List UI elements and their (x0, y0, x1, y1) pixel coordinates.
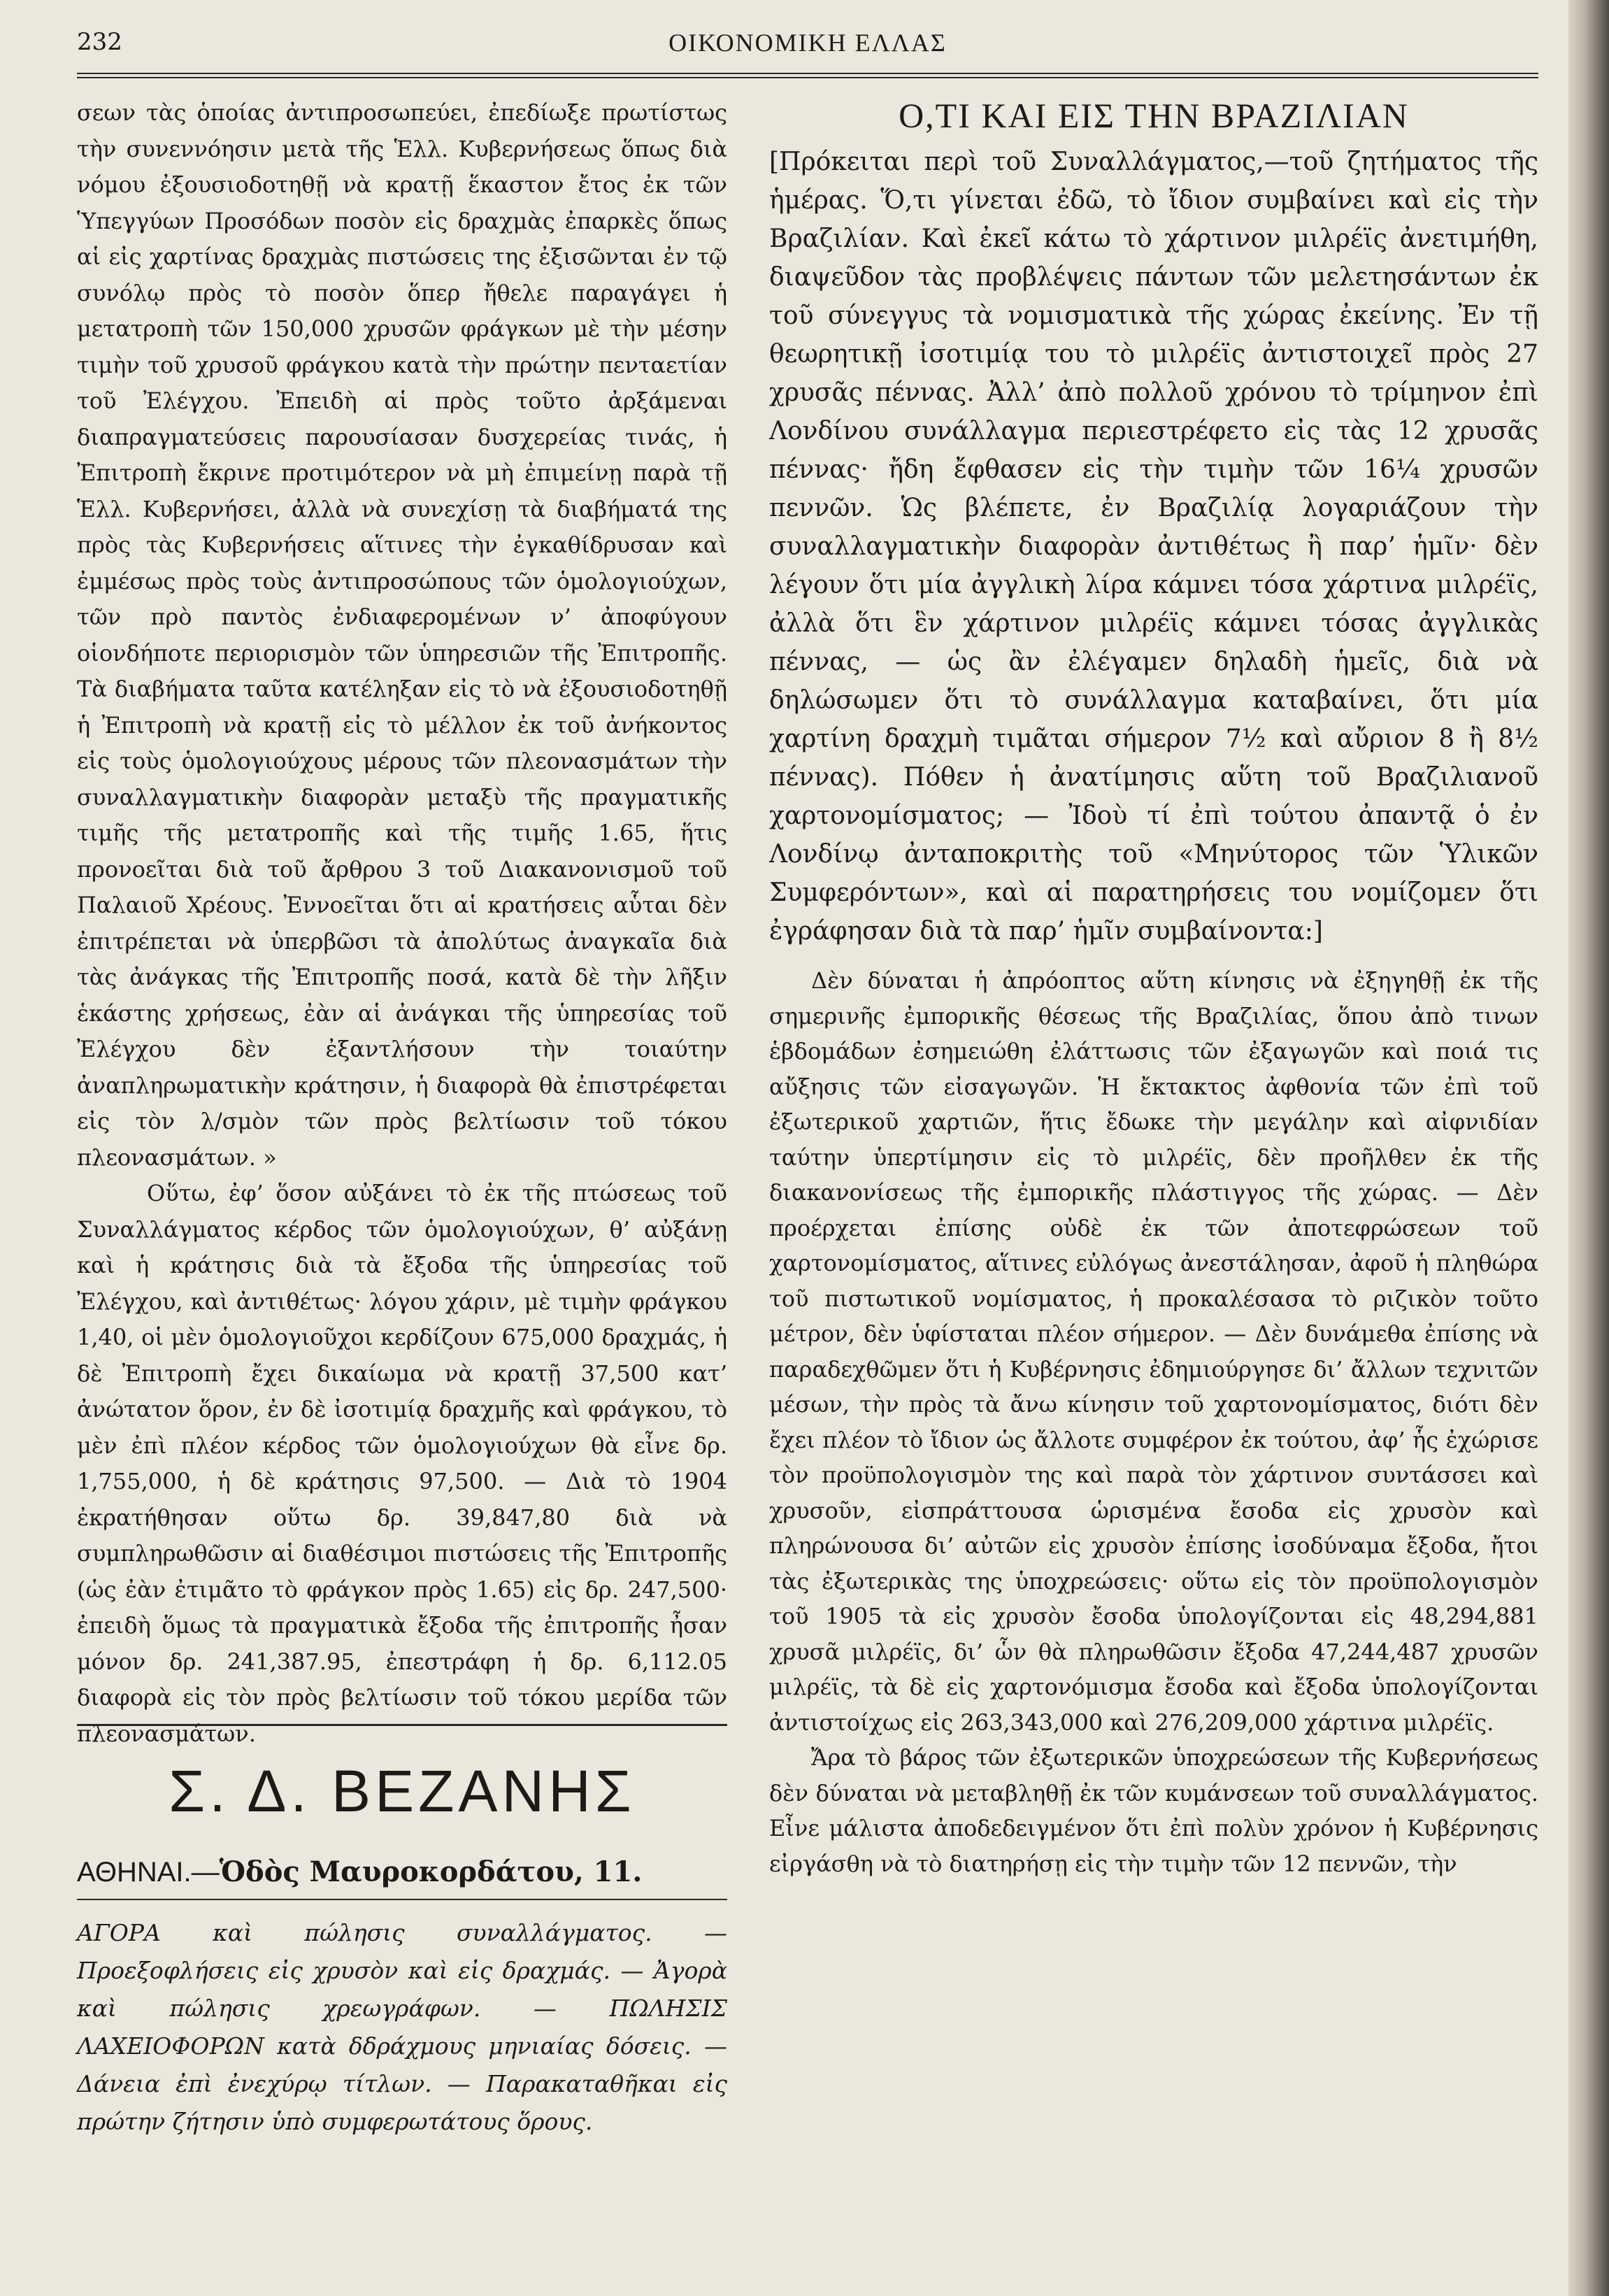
book-gutter-shadow (1568, 0, 1609, 2296)
article-title: Ο,ΤΙ ΚΑΙ ΕΙΣ ΤΗΝ ΒΡΑΖΙΛΙΑΝ (899, 96, 1409, 135)
header-rule (77, 73, 1538, 78)
ad-address-city: ΑΘΗΝΑΙ.— (77, 1857, 220, 1888)
page-header (77, 28, 1538, 62)
ad-divider (77, 1899, 727, 1900)
spacer (769, 950, 1538, 963)
ad-business-name: Σ. Δ. ΒΕΖΑΝΗΣ (169, 1758, 636, 1824)
page-number: 232 (77, 28, 122, 56)
left-column (77, 95, 727, 1752)
article-intro: [Πρόκειται περὶ τοῦ Συναλλάγματος,—τοῦ ζητήματος τῆς ἡμέρας. Ὅ,τι γίνεται ἐδῶ, τὸ ἴδιον συμβαίνει καὶ εἰς τὴν Βραζιλίαν. Καὶ ἐκεῖ κάτω τὸ χάρτινον μιλρέϊς ἀνετιμήθη, διαψεῦδον τὰς προβλέψεις πάντων τῶν μελετησάντων ἐκ τοῦ σύνεγγυς τὰ νομισματικὰ τῆς χώρας ἐκείνης. Ἐν τῇ θεωρητικῇ ἰσοτιμίᾳ του τὸ μιλρέϊς ἀντιστοιχεῖ πρὸς 27 χρυσᾶς πέννας. Ἀλλ’ ἀπὸ πολλοῦ χρόνου τὸ τρίμηνον ἐπὶ Λονδίνου συνάλλαγμα περιεστρέφετο εἰς τὰς 12 χρυσᾶς πέννας· ἤδη ἔφθασεν εἰς τὴν τιμὴν τῶν 16¼ χρυσῶν πεννῶν. Ὡς βλέπετε, ἐν Βραζιλίᾳ λογαριάζουν τὴν συναλλαγματικὴν διαφορὰν ἀντιθέτως ἢ παρ’ ἡμῖν· δὲν λέγουν ὅτι μία ἀγγλικὴ λίρα κάμνει τόσα χάρτινα μιλρέϊς, ἀλλὰ ὅτι ἓν χάρτινον μιλρέϊς κάμνει τόσας ἀγγλικὰς πέννας, — ὡς ἂν ἐλέγαμεν δηλαδὴ ἡμεῖς, διὰ νὰ δηλώσωμεν ὅτι τὸ συνάλλαγμα καταβαίνει, ὅτι μία χαρτίνη δραχμὴ τιμᾶται σήμερον 7½ καὶ αὔριον 8 ἢ 8½ πέννας). Πόθεν ἡ ἀνατίμησις αὕτη τοῦ Βραζιλιανοῦ χαρτονομίσματος; — Ἰδοὺ τί ἐπὶ τούτου ἀπαντᾷ ὁ ἐν Λονδίνῳ ἀνταποκριτὴς τοῦ «Μηνύτορος τῶν Ὑλικῶν Συμφερόντων», καὶ αἱ παρατηρήσεις του νομίζομεν ὅτι ἐγράφησαν διὰ τὰ παρ’ ἡμῖν συμβαίνοντα:] (769, 148, 1538, 946)
ad-body-text: ΑΓΟΡΑ καὶ πώλησις συναλλάγματος. — Προεξοφλήσεις εἰς χρυσὸν καὶ εἰς δραχμάς. — Ἀγορὰ καὶ πώλησις χρεωγράφων. — ΠΩΛΗΣΙΣ ΛΑΧΕΙΟΦΟΡΩΝ κατὰ δδράχμους μηνιαίας δόσεις. — Δάνεια ἐπὶ ἐνεχύρῳ τίτλων. — Παρακαταθῆκαι εἰς πρώτην ζήτησιν ὑπὸ συμφερωτάτους ὅρους. (77, 1919, 727, 2135)
ad-address-street: Ὁδὸς Μαυροκορδάτου, 11. (219, 1855, 643, 1888)
right-paragraph-2: Ἄρα τὸ βάρος τῶν ἐξωτερικῶν ὑποχρεώσεων τῆς Κυβερνήσεως δὲν δύναται νὰ μεταβληθῇ ἐκ τῶν κυμάνσεων τοῦ συναλλάγματος. Εἶνε μάλιστα ἀποδεδειγμένον ὅτι ἐπὶ πολὺν χρόνον ἡ Κυβέρνησις εἰργάσθη νὰ τὸ διατηρήσῃ εἰς τὴν τιμὴν τῶν 12 πεννῶν, τὴν (769, 1744, 1538, 1877)
left-paragraph-1: σεων τὰς ὁποίας ἀντιπροσωπεύει, ἐπεδίωξε πρωτίστως τὴν συνεννόησιν μετὰ τῆς Ἑλλ. Κυβερνήσεως ὅπως διὰ νόμου ἐξουσιοδοτηθῇ νὰ κρατῇ ἕκαστον ἔτος ἐκ τῶν Ὑπεγγύων Προσόδων ποσὸν εἰς δραχμὰς ἐπαρκὲς ὅπως αἱ εἰς χαρτίνας δραχμὰς πιστώσεις της ἐξισῶνται ἐν τῷ συνόλῳ πρὸς τὸ ποσὸν ὅπερ ἤθελε παραγάγει ἡ μετατροπὴ τῶν 150,000 χρυσῶν φράγκων μὲ τὴν μέσην τιμὴν τοῦ χρυσοῦ φράγκου κατὰ τὴν πρώτην πενταετίαν τοῦ Ἐλέγχου. Ἐπειδὴ αἱ πρὸς τοῦτο ἀρξάμεναι διαπραγματεύσεις παρουσίασαν δυσχερείας τινάς, ἡ Ἐπιτροπὴ ἔκρινε προτιμότερον νὰ μὴ ἐπιμείνῃ παρὰ τῇ Ἑλλ. Κυβερνήσει, ἀλλὰ νὰ συνεχίσῃ τὰ διαβήματά της πρὸς τὰς Κυβερνήσεις αἵτινες τὴν ἐγκαθίδρυσαν καὶ ἐμμέσως πρὸς τοὺς ἀντιπροσώπους τῶν ὁμολογιούχων, τῶν πρὸ παντὸς ἐνδιαφερομένων ν’ ἀποφύγουν οἱονδήποτε περιορισμὸν τῶν ὑπηρεσιῶν τῆς Ἐπιτροπῆς. Τὰ διαβήματα ταῦτα κατέληξαν εἰς τὸ νὰ ἐξουσιοδοτηθῇ ἡ Ἐπιτροπὴ νὰ κρατῇ εἰς τὸ μέλλον ἐκ τοῦ ἀνήκοντος εἰς τοὺς ὁμολογιούχους μέρους τῶν πλεονασμάτων τὴν συναλλαγματικὴν διαφορὰν μεταξὺ τῆς πραγματικῆς τιμῆς τῆς μετατροπῆς καὶ τῆς τιμῆς 1.65, ἥτις προνοεῖται διὰ τοῦ ἄρθρου 3 τοῦ Διακανονισμοῦ τοῦ Παλαιοῦ Χρέους. Ἐννοεῖται ὅτι αἱ κρατήσεις αὗται δὲν ἐπιτρέπεται νὰ ὑπερβῶσι τὰ ἀπολύτως ἀναγκαῖα διὰ τὰς ἀνάγκας τῆς Ἐπιτροπῆς ποσά, κατὰ δὲ τὴν λῆξιν ἑκάστης χρήσεως, ἐὰν αἱ ἀνάγκαι τῆς ὑπηρεσίας τοῦ Ἐλέγχου δὲν ἐξαντλήσουν τὴν τοιαύτην ἀναπληρωματικὴν κράτησιν, ἡ διαφορὰ θὰ ἐπιστρέφεται εἰς τὸν λ/σμὸν τῶν πρὸς βελτίωσιν τοῦ τόκου πλεονασμάτων. » (77, 99, 727, 1171)
running-title: ΟΙΚΟΝΟΜΙΚΗ ΕΛΛΑΣ (668, 29, 947, 57)
right-paragraph-1: Δὲν δύναται ἡ ἀπρόοπτος αὕτη κίνησις νὰ ἐξηγηθῇ ἐκ τῆς σημερινῆς ἐμπορικῆς θέσεως τῆς Βραζιλίας, ὅπου ἀπὸ τινων ἑβδομάδων ἐσημειώθη ἐλάττωσις τῶν ἐξαγωγῶν καὶ ποιά τις αὔξησις τῶν εἰσαγωγῶν. Ἡ ἔκτακτος ἀφθονία τῶν ἐπὶ τοῦ ἐξωτερικοῦ χαρτιῶν, ἥτις ἔδωκε τὴν μεγάλην καὶ αἰφνιδίαν ταύτην ὑπερτίμησιν εἰς τὸ μιλρέϊς, δὲν προῆλθεν ἐκ τῆς διακανονίσεως τῆς ἐμπορικῆς πλάστιγγος τῆς χώρας. — Δὲν προέρχεται ἐπίσης οὐδὲ ἐκ τῶν ἀποτεφρώσεων τοῦ χαρτονομίσματος, αἵτινες εὐλόγως ἀνεστάλησαν, ἀφοῦ ἡ πληθώρα τοῦ πιστωτικοῦ νομίσματος, ἡ προκαλέσασα τὸ ριζικὸν τοῦτο μέτρον, δὲν ὑφίσταται πλέον σήμερον. — Δὲν δυνάμεθα ἐπίσης νὰ παραδεχθῶμεν ὅτι ἡ Κυβέρνησις ἐδημιούργησε δι’ ἄλλων τεχνιτῶν μέσων, τὴν πρὸς τὰ ἄνω κίνησιν τοῦ χαρτονομίσματος, διότι δὲν ἔχει πλέον τὸ ἴδιον ὡς ἄλλοτε συμφέρον ἐκ τούτου, ἀφ’ ἧς ἐχώρισε τὸν προϋπολογισμὸν της καὶ παρὰ τὸν χάρτινον συντάσσει καὶ χρυσοῦν, εἰσπράττουσα ὡρισμένα ἔσοδα εἰς χρυσὸν καὶ πληρώνουσα δι’ αὐτῶν εἰς χρυσὸν ἐπίσης ἰσοδύναμα ἔξοδα, ἤτοι τὰς ἐξωτερικὰς της ὑποχρεώσεις· οὕτω εἰς τὸν προϋπολογισμὸν τοῦ 1905 τὰ εἰς χρυσὸν ἔσοδα ὑπολογίζονται εἰς 48,294,881 χρυσᾶ μιλρέϊς, δι’ ὧν θὰ πληρωθῶσιν ἔξοδα 47,244,487 χρυσῶν μιλρέϊς, τὰ δὲ εἰς χαρτονόμισμα ἔσοδα καὶ ἔξοδα ὑπολογίζονται ἀντιστοίχως εἰς 263,343,000 καὶ 276,209,000 χάρτινα μιλρέϊς. (769, 967, 1538, 1736)
ad-address (77, 1855, 727, 1888)
right-column (769, 95, 1538, 1881)
ad-top-rule (77, 1724, 727, 1726)
left-paragraph-2: Οὕτω, ἐφ’ ὅσον αὐξάνει τὸ ἐκ τῆς πτώσεως τοῦ Συναλλάγματος κέρδος τῶν ὁμολογιούχων, θ’ αὐξάνῃ καὶ ἡ κράτησις διὰ τὰ ἔξοδα τῆς ὑπηρεσίας τοῦ Ἐλέγχου, καὶ ἀντιθέτως· λόγου χάριν, μὲ τιμὴν φράγκου 1,40, οἱ μὲν ὁμολογιοῦχοι κερδίζουν 675,000 δραχμάς, ἡ δὲ Ἐπιτροπὴ ἔχει δικαίωμα νὰ κρατῇ 37,500 κατ’ ἀνώτατον ὅρον, ἐν δὲ ἰσοτιμίᾳ δραχμῆς καὶ φράγκου, τὸ μὲν ἐπὶ πλέον κέρδος τῶν ὁμολογιούχων θὰ εἶνε δρ. 1,755,000, ἡ δὲ κράτησις 97,500. — Διὰ τὸ 1904 ἐκρατήθησαν οὕτω δρ. 39,847,80 διὰ νὰ συμπληρωθῶσιν αἱ διαθέσιμοι πιστώσεις τῆς Ἐπιτροπῆς (ὡς ἐὰν ἐτιμᾶτο τὸ φράγκον πρὸς 1.65) εἰς δρ. 247,500· ἐπειδὴ ὅμως τὰ πραγματικὰ ἔξοδα τῆς ἐπιτροπῆς ἦσαν μόνον δρ. 241,387.95, ἐπεστράφη ἡ δρ. 6,112.05 διαφορὰ εἰς τὸν πρὸς βελτίωσιν τοῦ τόκου μερίδα τῶν πλεονασμάτων. (77, 1180, 727, 1747)
